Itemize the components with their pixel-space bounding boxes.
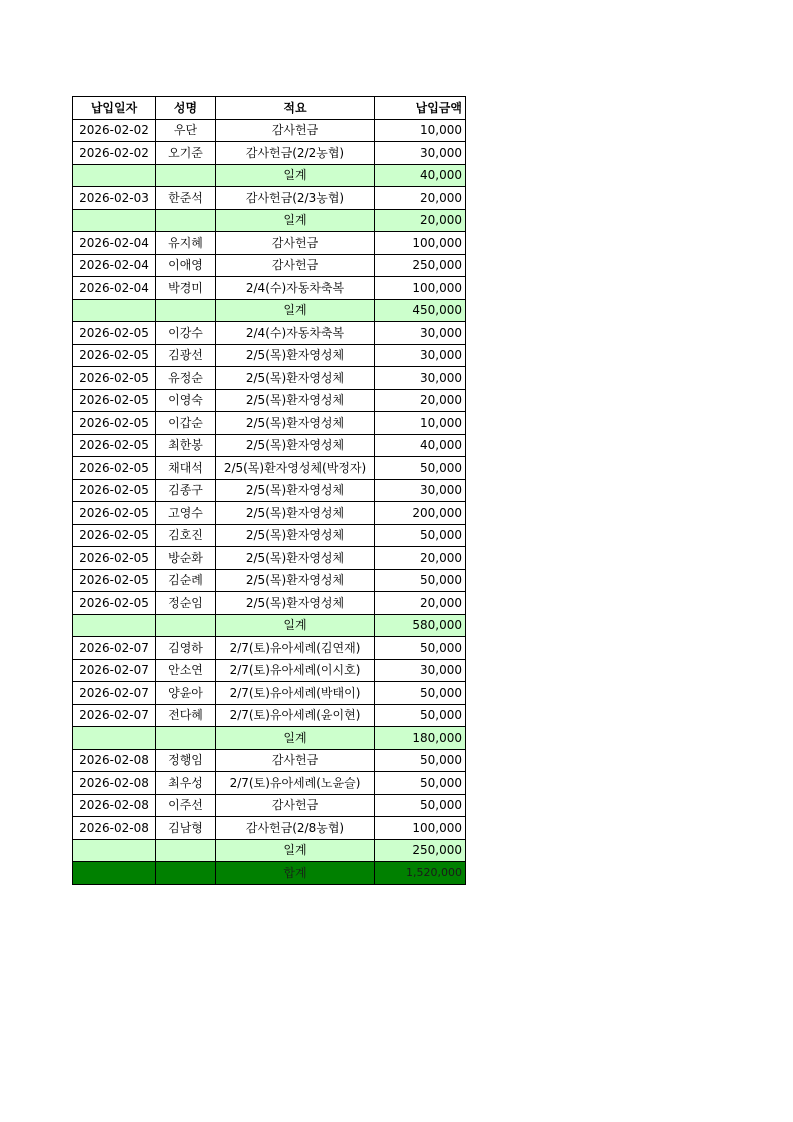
name-cell: 김남형 <box>156 817 216 840</box>
amount-cell: 10,000 <box>375 119 466 142</box>
date-cell: 2026-02-08 <box>73 772 156 795</box>
amount-cell: 100,000 <box>375 277 466 300</box>
date-cell <box>73 727 156 750</box>
desc-cell: 감사헌금 <box>216 749 375 772</box>
date-cell: 2026-02-05 <box>73 367 156 390</box>
table-row <box>73 479 466 502</box>
desc-cell: 일계 <box>216 727 375 750</box>
amount-cell: 100,000 <box>375 817 466 840</box>
amount-cell: 30,000 <box>375 322 466 345</box>
desc-cell: 2/5(목)환자영성체 <box>216 547 375 570</box>
amount-cell: 20,000 <box>375 592 466 615</box>
table-row <box>73 659 466 682</box>
subtotal-row <box>73 614 466 637</box>
header-desc: 적요 <box>216 97 375 120</box>
table-row <box>73 637 466 660</box>
date-cell: 2026-02-05 <box>73 502 156 525</box>
desc-cell: 일계 <box>216 209 375 232</box>
name-cell: 고영수 <box>156 502 216 525</box>
table-row <box>73 817 466 840</box>
table-row <box>73 277 466 300</box>
amount-cell: 20,000 <box>375 389 466 412</box>
date-cell: 2026-02-05 <box>73 389 156 412</box>
name-cell: 안소연 <box>156 659 216 682</box>
date-cell: 2026-02-08 <box>73 817 156 840</box>
table-row <box>73 434 466 457</box>
desc-cell: 2/4(수)자동차축복 <box>216 322 375 345</box>
amount-cell: 50,000 <box>375 749 466 772</box>
table-row <box>73 322 466 345</box>
name-cell: 전다혜 <box>156 704 216 727</box>
offering-ledger-table <box>72 96 466 885</box>
desc-cell: 감사헌금 <box>216 794 375 817</box>
desc-cell: 감사헌금(2/2농협) <box>216 142 375 165</box>
amount-cell: 250,000 <box>375 254 466 277</box>
date-cell: 2026-02-05 <box>73 322 156 345</box>
table-row <box>73 592 466 615</box>
header-date: 납입일자 <box>73 97 156 120</box>
table-row <box>73 187 466 210</box>
name-cell <box>156 614 216 637</box>
date-cell <box>73 839 156 862</box>
table-row <box>73 704 466 727</box>
date-cell: 2026-02-04 <box>73 277 156 300</box>
name-cell: 오기준 <box>156 142 216 165</box>
table-row <box>73 119 466 142</box>
name-cell: 이영숙 <box>156 389 216 412</box>
amount-cell: 30,000 <box>375 367 466 390</box>
name-cell: 정행임 <box>156 749 216 772</box>
amount-cell: 200,000 <box>375 502 466 525</box>
desc-cell: 2/5(목)환자영성체 <box>216 389 375 412</box>
amount-cell: 30,000 <box>375 344 466 367</box>
desc-cell: 2/7(토)유아세례(박태이) <box>216 682 375 705</box>
name-cell: 김광선 <box>156 344 216 367</box>
desc-cell: 일계 <box>216 614 375 637</box>
amount-cell: 50,000 <box>375 794 466 817</box>
desc-cell: 일계 <box>216 299 375 322</box>
subtotal-row <box>73 299 466 322</box>
name-cell: 이애영 <box>156 254 216 277</box>
amount-cell: 1,520,000 <box>375 862 466 885</box>
amount-cell: 250,000 <box>375 839 466 862</box>
date-cell <box>73 299 156 322</box>
name-cell: 유정순 <box>156 367 216 390</box>
subtotal-row <box>73 209 466 232</box>
table-row <box>73 682 466 705</box>
amount-cell: 40,000 <box>375 434 466 457</box>
desc-cell: 2/5(목)환자영성체(박정자) <box>216 457 375 480</box>
desc-cell: 감사헌금(2/8농협) <box>216 817 375 840</box>
name-cell <box>156 862 216 885</box>
desc-cell: 감사헌금 <box>216 232 375 255</box>
date-cell: 2026-02-05 <box>73 344 156 367</box>
ledger-header <box>73 97 466 120</box>
ledger-body <box>73 119 466 884</box>
table-row <box>73 389 466 412</box>
amount-cell: 450,000 <box>375 299 466 322</box>
table-row <box>73 749 466 772</box>
name-cell <box>156 727 216 750</box>
date-cell <box>73 209 156 232</box>
table-row <box>73 547 466 570</box>
desc-cell: 일계 <box>216 839 375 862</box>
date-cell: 2026-02-05 <box>73 434 156 457</box>
table-row <box>73 344 466 367</box>
amount-cell: 50,000 <box>375 637 466 660</box>
amount-cell: 20,000 <box>375 547 466 570</box>
date-cell: 2026-02-05 <box>73 412 156 435</box>
name-cell <box>156 299 216 322</box>
table-row <box>73 524 466 547</box>
amount-cell: 40,000 <box>375 164 466 187</box>
date-cell: 2026-02-04 <box>73 232 156 255</box>
name-cell <box>156 164 216 187</box>
date-cell <box>73 862 156 885</box>
amount-cell: 30,000 <box>375 142 466 165</box>
table-row <box>73 569 466 592</box>
amount-cell: 50,000 <box>375 704 466 727</box>
amount-cell: 580,000 <box>375 614 466 637</box>
desc-cell: 감사헌금(2/3농협) <box>216 187 375 210</box>
name-cell: 최우성 <box>156 772 216 795</box>
date-cell: 2026-02-05 <box>73 524 156 547</box>
name-cell: 유지혜 <box>156 232 216 255</box>
amount-cell: 30,000 <box>375 479 466 502</box>
amount-cell: 180,000 <box>375 727 466 750</box>
header-name: 성명 <box>156 97 216 120</box>
name-cell: 양윤아 <box>156 682 216 705</box>
desc-cell: 2/5(목)환자영성체 <box>216 569 375 592</box>
desc-cell: 2/5(목)환자영성체 <box>216 479 375 502</box>
name-cell: 이주선 <box>156 794 216 817</box>
desc-cell: 2/7(토)유아세례(이시호) <box>216 659 375 682</box>
date-cell: 2026-02-04 <box>73 254 156 277</box>
amount-cell: 20,000 <box>375 187 466 210</box>
name-cell: 김호진 <box>156 524 216 547</box>
header-amount: 납입금액 <box>375 97 466 120</box>
name-cell: 정순임 <box>156 592 216 615</box>
date-cell: 2026-02-05 <box>73 479 156 502</box>
amount-cell: 50,000 <box>375 524 466 547</box>
date-cell: 2026-02-07 <box>73 704 156 727</box>
amount-cell: 50,000 <box>375 457 466 480</box>
amount-cell: 20,000 <box>375 209 466 232</box>
date-cell: 2026-02-02 <box>73 119 156 142</box>
name-cell <box>156 839 216 862</box>
name-cell: 이강수 <box>156 322 216 345</box>
table-row <box>73 232 466 255</box>
date-cell: 2026-02-03 <box>73 187 156 210</box>
table-row <box>73 412 466 435</box>
amount-cell: 50,000 <box>375 772 466 795</box>
desc-cell: 2/4(수)자동차축복 <box>216 277 375 300</box>
name-cell: 김순례 <box>156 569 216 592</box>
subtotal-row <box>73 164 466 187</box>
table-row <box>73 502 466 525</box>
desc-cell: 2/5(목)환자영성체 <box>216 502 375 525</box>
date-cell: 2026-02-08 <box>73 749 156 772</box>
date-cell: 2026-02-05 <box>73 547 156 570</box>
table-row <box>73 772 466 795</box>
date-cell: 2026-02-05 <box>73 457 156 480</box>
desc-cell: 2/5(목)환자영성체 <box>216 524 375 547</box>
grand-total-row <box>73 862 466 885</box>
amount-cell: 50,000 <box>375 569 466 592</box>
desc-cell: 2/7(토)유아세례(김연재) <box>216 637 375 660</box>
date-cell: 2026-02-07 <box>73 659 156 682</box>
amount-cell: 100,000 <box>375 232 466 255</box>
date-cell: 2026-02-05 <box>73 592 156 615</box>
name-cell: 김영하 <box>156 637 216 660</box>
desc-cell: 2/5(목)환자영성체 <box>216 434 375 457</box>
desc-cell: 합계 <box>216 862 375 885</box>
name-cell: 박경미 <box>156 277 216 300</box>
table-row <box>73 254 466 277</box>
date-cell: 2026-02-07 <box>73 637 156 660</box>
desc-cell: 2/7(토)유아세례(노윤슬) <box>216 772 375 795</box>
subtotal-row <box>73 839 466 862</box>
subtotal-row <box>73 727 466 750</box>
amount-cell: 10,000 <box>375 412 466 435</box>
table-row <box>73 142 466 165</box>
name-cell: 우단 <box>156 119 216 142</box>
desc-cell: 2/5(목)환자영성체 <box>216 367 375 390</box>
date-cell <box>73 614 156 637</box>
desc-cell: 감사헌금 <box>216 254 375 277</box>
name-cell: 김종구 <box>156 479 216 502</box>
desc-cell: 감사헌금 <box>216 119 375 142</box>
header-row <box>73 97 466 120</box>
date-cell: 2026-02-07 <box>73 682 156 705</box>
table-row <box>73 794 466 817</box>
desc-cell: 2/5(목)환자영성체 <box>216 344 375 367</box>
amount-cell: 30,000 <box>375 659 466 682</box>
name-cell: 방순화 <box>156 547 216 570</box>
name-cell: 한준석 <box>156 187 216 210</box>
desc-cell: 2/5(목)환자영성체 <box>216 412 375 435</box>
date-cell: 2026-02-05 <box>73 569 156 592</box>
amount-cell: 50,000 <box>375 682 466 705</box>
name-cell: 이갑순 <box>156 412 216 435</box>
desc-cell: 2/5(목)환자영성체 <box>216 592 375 615</box>
desc-cell: 일계 <box>216 164 375 187</box>
name-cell: 최한봉 <box>156 434 216 457</box>
name-cell: 채대석 <box>156 457 216 480</box>
date-cell: 2026-02-08 <box>73 794 156 817</box>
desc-cell: 2/7(토)유아세례(윤이현) <box>216 704 375 727</box>
name-cell <box>156 209 216 232</box>
date-cell: 2026-02-02 <box>73 142 156 165</box>
date-cell <box>73 164 156 187</box>
table-row <box>73 367 466 390</box>
table-row <box>73 457 466 480</box>
